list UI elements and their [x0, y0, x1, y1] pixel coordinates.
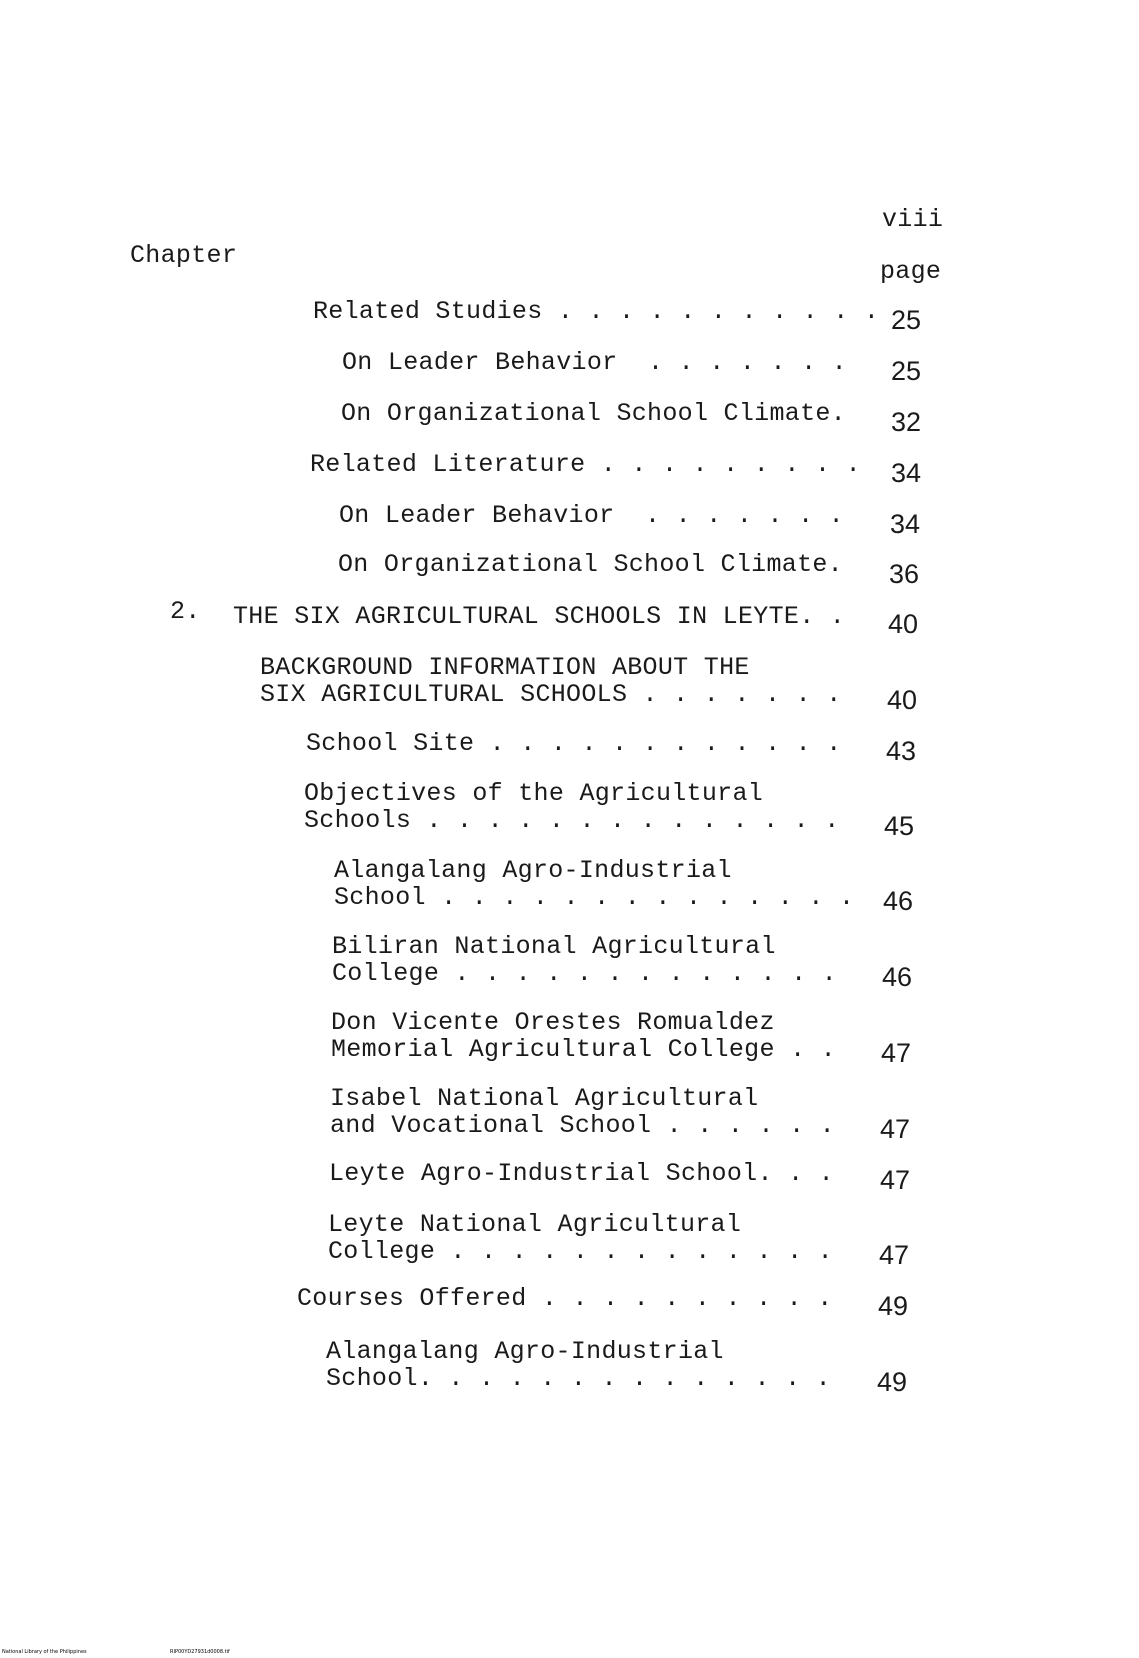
toc-entry-text: School Site . . . . . . . . . . . . — [306, 729, 842, 758]
toc-entry-page: 40 — [887, 609, 919, 639]
page-number: viii — [882, 205, 944, 234]
toc-entry-page: 25 — [890, 356, 922, 386]
toc-entry-text: On Organizational School Climate. — [338, 550, 843, 579]
page-column-label: page — [880, 257, 942, 286]
toc-entry-page: 47 — [880, 1038, 912, 1068]
toc-entry-page: 46 — [881, 962, 913, 992]
toc-entry-page: 49 — [877, 1291, 909, 1321]
toc-entry-page: 25 — [890, 305, 922, 335]
toc-entry-page: 47 — [879, 1114, 911, 1144]
toc-entry-text: On Leader Behavior . . . . . . . — [339, 501, 844, 530]
toc-entry-page: 45 — [883, 811, 915, 841]
toc-entry-text: Objectives of the Agricultural Schools . . . . . . . . . . . . . . — [304, 779, 840, 835]
toc-entry-page: 32 — [890, 407, 922, 437]
footer-file-id: RIP00YD27931d0008.tif — [170, 1649, 230, 1655]
toc-entry-page: 34 — [889, 509, 921, 539]
toc-entry-page: 46 — [882, 886, 914, 916]
chapter-label: Chapter — [130, 241, 238, 270]
toc-entry-page: 40 — [886, 685, 918, 715]
toc-entry-text: Biliran National Agricultural College . . . . . . . . . . . . . — [332, 932, 837, 988]
toc-entry-page: 34 — [890, 458, 922, 488]
footer-library-name: National Library of the Philippines — [2, 1649, 87, 1655]
toc-entry-text: Alangalang Agro-Industrial School . . . . . . . . . . . . . . — [334, 856, 855, 912]
toc-entry-text: Related Literature . . . . . . . . . — [310, 450, 861, 479]
toc-entry-text: THE SIX AGRICULTURAL SCHOOLS IN LEYTE. . — [233, 602, 846, 631]
toc-entry-page: 47 — [878, 1240, 910, 1270]
toc-entry-text: Courses Offered . . . . . . . . . . — [297, 1284, 833, 1313]
toc-entry-text: On Leader Behavior . . . . . . . — [342, 348, 847, 377]
toc-entry-text: Related Studies . . . . . . . . . . . — [313, 297, 880, 326]
toc-entry-page: 47 — [879, 1165, 911, 1195]
toc-entry-page: 43 — [885, 736, 917, 766]
toc-entry-text: Don Vicente Orestes Romualdez Memorial Agricultural College . . — [331, 1008, 836, 1064]
toc-entry-text: Alangalang Agro-Industrial School. . . . . . . . . . . . . . — [326, 1337, 831, 1393]
toc-entry-text: Isabel National Agricultural and Vocational School . . . . . . — [330, 1084, 835, 1140]
toc-entry-text: Leyte National Agricultural College . . . . . . . . . . . . . — [328, 1210, 833, 1266]
toc-entry-text: Leyte Agro-Industrial School. . . — [329, 1159, 834, 1188]
toc-chapter-number: 2. — [170, 597, 201, 626]
toc-entry-page: 49 — [876, 1367, 908, 1397]
toc-entry-text: On Organizational School Climate. — [341, 399, 846, 428]
toc-entry-text: BACKGROUND INFORMATION ABOUT THE SIX AGRICULTURAL SCHOOLS . . . . . . . — [260, 653, 842, 709]
toc-entry-page: 36 — [888, 559, 920, 589]
